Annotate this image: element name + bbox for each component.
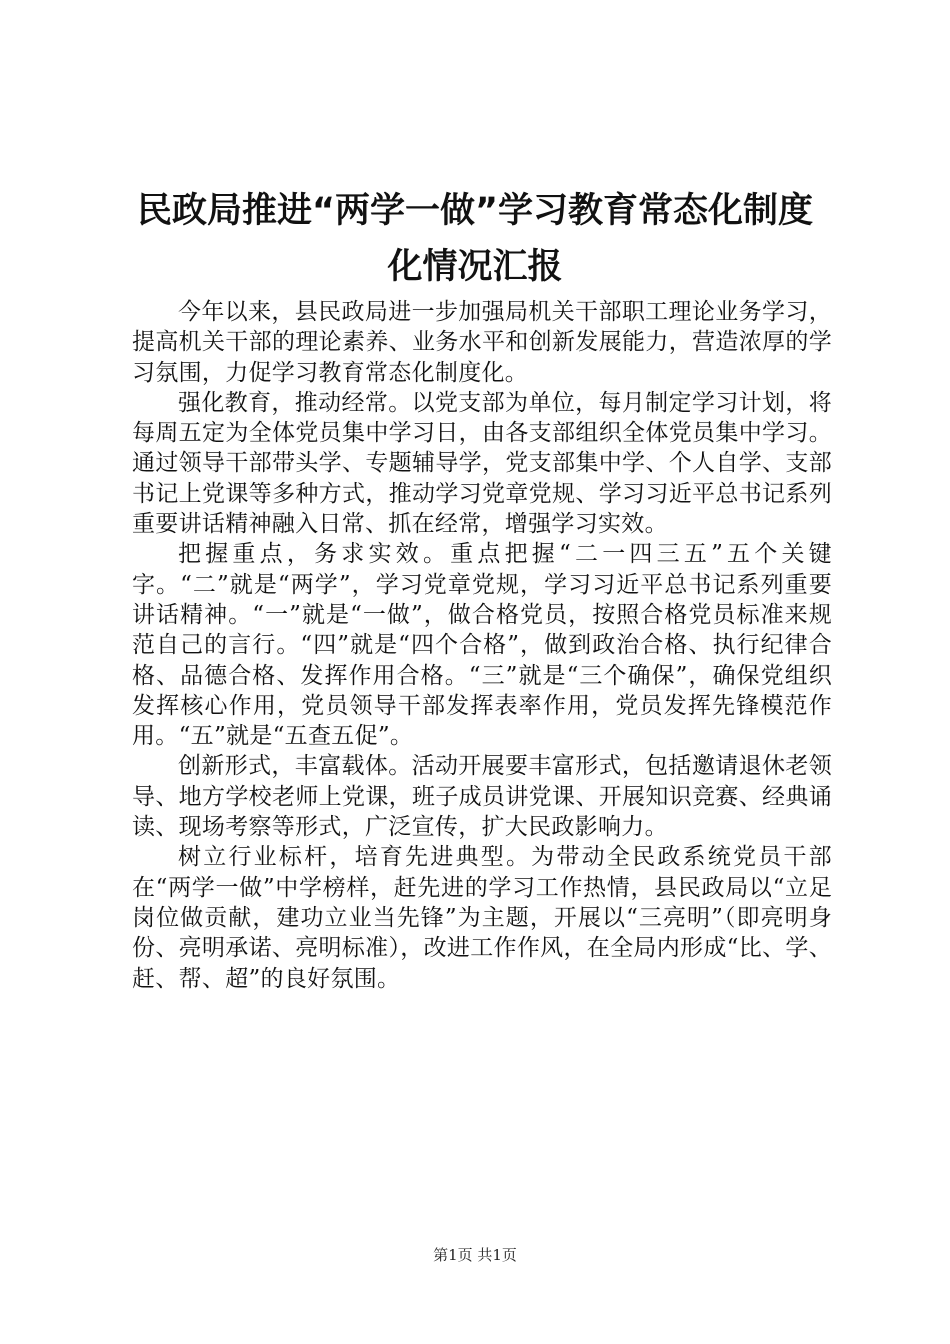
paragraph-key-points: 把握重点，务求实效。重点把握“二一四三五”五个关键字。“二”就是“两学”，学习党章党规，学习习近平总书记系列重要讲话精神。“一”就是“一做”，做合格党员，按照合格党员标准来规范自己的言行。“四”就是“四个合格”，做到政治合格、执行纪律合格、品德合格、发挥作用合格。“三”就是“三个确保”，确保党组织发挥核心作用，党员领导干部发挥表率作用，党员发挥先锋模范作用。“五”就是“五查五促”。 — [132, 541, 832, 750]
document-title: 民政局推进“两学一做”学习教育常态化制度化情况汇报 — [136, 191, 813, 287]
paragraph-role-models: 树立行业标杆，培育先进典型。为带动全民政系统党员干部在“两学一做”中学榜样，赶先进的学习工作热情，县民政局以“立足岗位做贡献，建功立业当先锋”为主题，开展以“三亮明”（即亮明身份、亮明承诺、亮明标准），改进工作作风，在全局内形成“比、学、赶、帮、超”的良好氛围。 — [132, 844, 832, 992]
document-body — [132, 297, 832, 994]
paragraph-innovation: 创新形式，丰富载体。活动开展要丰富形式，包括邀请退休老领导、地方学校老师上党课，班子成员讲党课、开展知识竞赛、经典诵读、现场考察等形式，广泛宣传，扩大民政影响力。 — [132, 753, 832, 841]
page-number-footer: 第1页 共1页 — [433, 1246, 517, 1264]
paragraph-education: 强化教育，推动经常。以党支部为单位，每月制定学习计划，将每周五定为全体党员集中学习日，由各支部组织全体党员集中学习。通过领导干部带头学、专题辅导学，党支部集中学、个人自学、支部书记上党课等多种方式，推动学习党章党规、学习习近平总书记系列重要讲话精神融入日常、抓在经常，增强学习实效。 — [132, 389, 832, 538]
paragraph-intro: 今年以来，县民政局进一步加强局机关干部职工理论业务学习，提高机关干部的理论素养、业务水平和创新发展能力，营造浓厚的学习氛围，力促学习教育常态化制度化。 — [132, 299, 832, 386]
